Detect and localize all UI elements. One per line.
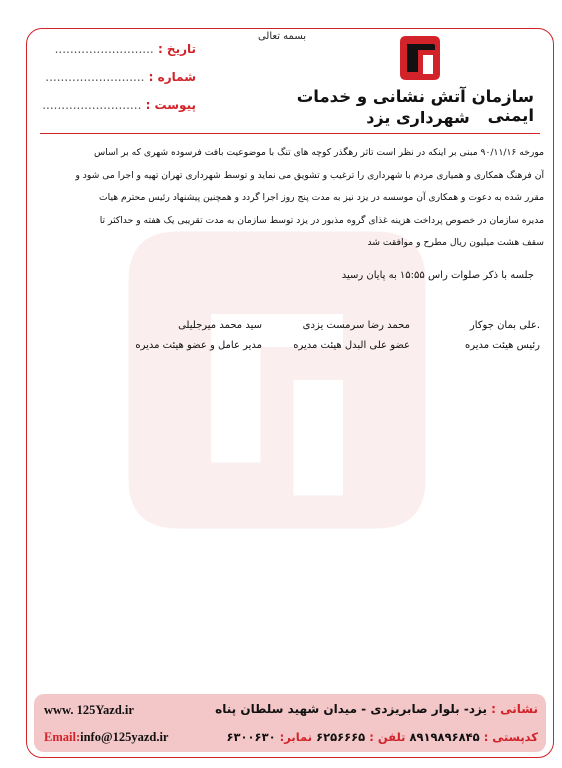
organization-title: سازمان آتش نشانی و خدمات ایمنی <box>296 87 534 125</box>
signatory-title: مدیر عامل و عضو هیئت مدیره <box>135 340 262 351</box>
footer-email[interactable] <box>44 730 168 745</box>
signatory-name: .علی بمان جوکار <box>469 320 540 331</box>
address-value: یزد- بلوار صابریزدی - میدان شهید سلطان پناه <box>215 702 487 716</box>
email-link[interactable]: info@125yazd.ir <box>80 730 169 744</box>
signatory-ceo <box>96 316 262 356</box>
email-label: Email: <box>44 730 81 744</box>
footer-website[interactable] <box>44 703 134 718</box>
postal-value: ۸۹۱۹۸۹۶۸۴۵ <box>409 730 480 744</box>
closing-line: جلسه با ذکر صلوات راس ۱۵:۵۵ به پایان رسید <box>341 270 534 281</box>
number-dots: .......................... <box>45 70 145 84</box>
fax-value: ۶۳۰۰۶۳۰ <box>226 730 276 744</box>
body-line: سقف هشت میلیون ریال مطرح و موافقت شد <box>367 237 544 248</box>
header-divider <box>40 133 540 134</box>
body-line: آن فرهنگ همکاری و همیاری مردم با شهرداری را ترغیب و تشویق می نماید و توسط شهرداری تهران تهیه و اجرا می شود و <box>75 169 544 181</box>
signatory-chair <box>420 316 540 356</box>
body-line: مورخه ۹۰/۱۱/۱۶ مبنی بر اینکه در نظر است تاثر رهگذر کوچه های تنگ با موضوعیت بافت فرسوده شهری که بر اساس <box>93 147 544 158</box>
footer-contact <box>200 730 538 744</box>
attachment-field <box>42 98 196 112</box>
body-line: مقرر شده به دعوت و همکاری آن موسسه در یزد نیز به مدت پنج روز اجرا گردد و همچنین پیشنهاد رئیس محترم هیات <box>99 192 544 203</box>
fire-department-logo-watermark <box>112 215 442 545</box>
number-label: شماره : <box>148 70 196 84</box>
signatory-name: محمد رضا سرمست یزدی <box>302 320 410 331</box>
phone-value: ۶۲۵۶۶۶۵ <box>316 730 366 744</box>
phone-label: تلفن : <box>369 730 406 744</box>
basmala: بسمه تعالی <box>257 31 307 42</box>
fax-label: نمابر: <box>279 730 313 744</box>
organization-subtitle: شهرداری یزد <box>366 108 470 127</box>
signatory-alternate-member <box>270 316 410 356</box>
postal-label: کدپستی : <box>483 730 538 744</box>
website-link[interactable]: www. 125Yazd.ir <box>44 703 134 717</box>
date-dots: .......................... <box>54 42 154 56</box>
attachment-label: پیوست : <box>145 98 196 112</box>
date-field <box>46 42 196 56</box>
attachment-dots: .......................... <box>42 98 142 112</box>
date-label: تاریخ : <box>157 42 196 56</box>
number-field <box>46 70 196 84</box>
footer-address <box>215 702 538 716</box>
signatory-name: سید محمد میرجلیلی <box>178 320 262 331</box>
signatory-title: رئیس هیئت مدیره <box>464 340 540 351</box>
signatory-title: عضو علی البدل هیئت مدیره <box>293 340 410 351</box>
minutes-body <box>38 142 544 255</box>
address-label: نشانی : <box>491 702 538 716</box>
body-line: مدیره سازمان در خصوص پرداخت هزینه غذای گروه مذبور در یزد توسط سازمان به مدت تقریبی یک هفته و حداکثر تا <box>99 214 544 226</box>
fire-department-logo <box>398 34 442 82</box>
